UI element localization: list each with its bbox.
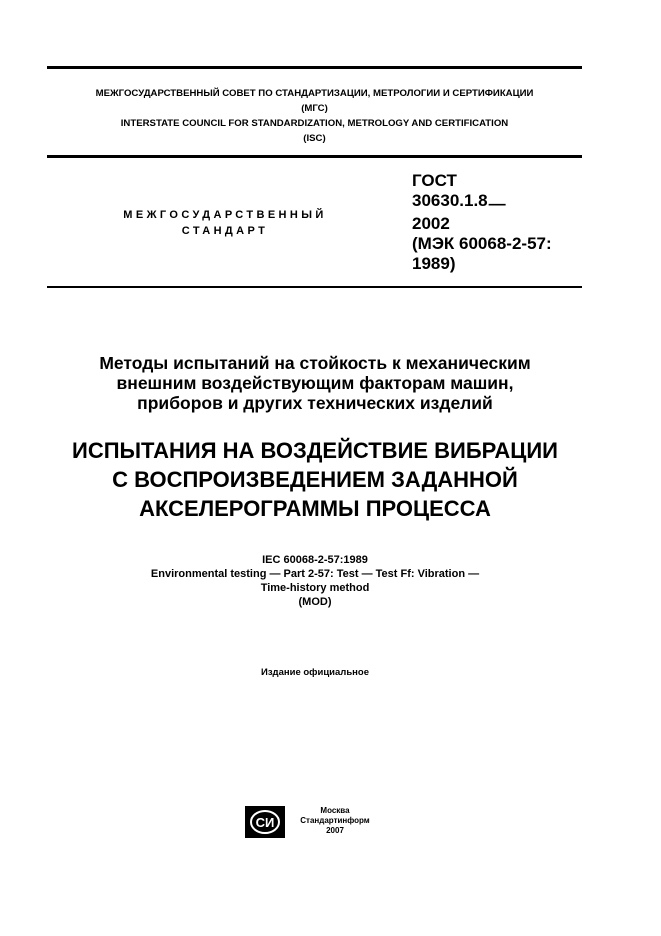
iec-reference-line1: (МЭК 60068-2-57: bbox=[412, 234, 552, 253]
council-name-ru: МЕЖГОСУДАРСТВЕННЫЙ СОВЕТ ПО СТАНДАРТИЗАЦИИ, МЕТРОЛОГИИ И СЕРТИФИКАЦИИ bbox=[95, 88, 534, 99]
iec-title-line1: Environmental testing — Part 2-57: Test — Test Ff: Vibration — bbox=[150, 568, 480, 580]
standard-type-line2: СТАНДАРТ bbox=[181, 225, 269, 237]
svg-text:СИ: СИ bbox=[255, 815, 275, 830]
iec-title-line2: Time-history method bbox=[260, 582, 370, 594]
gost-designation bbox=[412, 171, 552, 274]
iec-number: IEC 60068-2-57:1989 bbox=[262, 554, 368, 566]
edition-note: Издание официальное bbox=[261, 667, 369, 678]
iec-source bbox=[40, 553, 590, 609]
standard-type bbox=[100, 207, 350, 239]
council-header bbox=[47, 86, 582, 146]
designation-bottom-rule bbox=[47, 286, 582, 288]
publisher-year: 2007 bbox=[326, 826, 344, 835]
group-title-line1: Методы испытаний на стойкость к механическим bbox=[99, 353, 531, 373]
publisher bbox=[295, 806, 375, 836]
main-title-line3: АКСЕЛЕРОГРАММЫ ПРОЦЕССА bbox=[139, 496, 491, 521]
iec-reference-line2: 1989) bbox=[412, 254, 456, 273]
council-abbr-en: (ISC) bbox=[303, 133, 326, 144]
iec-modification: (MOD) bbox=[298, 596, 332, 608]
publisher-name: Стандартинформ bbox=[300, 816, 370, 825]
gost-dash: — bbox=[488, 194, 506, 213]
group-title-line2: внешним воздействующим факторам машин, bbox=[116, 373, 514, 393]
council-abbr-ru: (МГС) bbox=[301, 103, 328, 114]
top-rule bbox=[47, 66, 582, 69]
gost-year: 2002 bbox=[412, 214, 450, 233]
standartinform-logo-icon bbox=[245, 806, 285, 838]
group-title bbox=[40, 353, 590, 413]
standard-type-line1: МЕЖГОСУДАРСТВЕННЫЙ bbox=[123, 209, 327, 221]
gost-number: 30630.1.8 bbox=[412, 191, 488, 210]
council-name-en: INTERSTATE COUNCIL FOR STANDARDIZATION, METROLOGY AND CERTIFICATION bbox=[120, 118, 509, 129]
publisher-city: Москва bbox=[320, 806, 350, 815]
council-bottom-rule bbox=[47, 155, 582, 158]
main-title-line1: ИСПЫТАНИЯ НА ВОЗДЕЙСТВИЕ ВИБРАЦИИ bbox=[72, 438, 558, 463]
group-title-line3: приборов и других технических изделий bbox=[137, 393, 493, 413]
main-title-line2: С ВОСПРОИЗВЕДЕНИЕМ ЗАДАННОЙ bbox=[112, 467, 518, 492]
gost-label: ГОСТ bbox=[412, 171, 457, 190]
main-title bbox=[40, 436, 590, 523]
